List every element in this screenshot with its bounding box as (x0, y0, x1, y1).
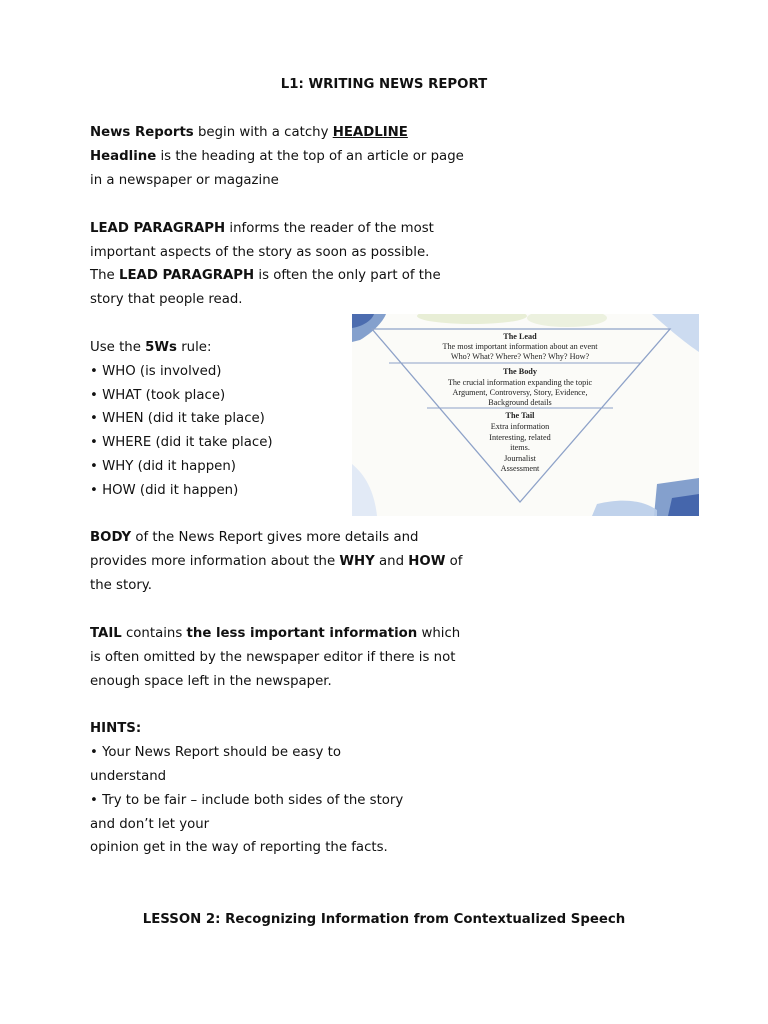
inverted-pyramid-diagram (352, 314, 699, 516)
term-lead-paragraph: LEAD PARAGRAPH (90, 221, 226, 236)
fivews-item: • WHAT (took place) (90, 388, 226, 403)
term-tail: TAIL (90, 626, 122, 641)
term-lead-paragraph-2: LEAD PARAGRAPH (118, 268, 255, 283)
body-line-3: the story. (90, 578, 152, 593)
tail-title: The Tail (505, 411, 535, 420)
term-how: HOW (408, 554, 446, 569)
term-less-important: the less important information (186, 626, 418, 641)
hint-line: • Your News Report should be easy to (90, 745, 341, 760)
intro-line-3: in a newspaper or magazine (90, 173, 279, 188)
lead-title: The Lead (503, 332, 537, 341)
lesson-2-title: LESSON 2: Recognizing Information from Contextualized Speech (142, 912, 626, 927)
term-why: WHY (339, 554, 375, 569)
lead-line-2: important aspects of the story as soon as possible. (90, 245, 430, 260)
intro-line-1: News Reports begin with a catchy HEADLINE (90, 125, 408, 140)
fivews-item: • WHERE (did it take place) (90, 435, 273, 450)
hint-line: opinion get in the way of reporting the facts. (90, 840, 388, 855)
body-line: Argument, Controversy, Story, Evidence, (452, 388, 588, 397)
tail-line-2: is often omitted by the newspaper editor if there is not (90, 650, 456, 665)
lead-line-1: LEAD PARAGRAPH informs the reader of the most (90, 221, 434, 236)
fivews-intro: Use the 5Ws rule: (90, 340, 212, 355)
body-line-1: BODY of the News Report gives more details and (90, 530, 419, 545)
tail-line-3: enough space left in the newspaper. (90, 674, 332, 689)
term-5ws: 5Ws (145, 340, 177, 355)
tail-line-1: TAIL contains the less important information which (90, 626, 461, 641)
fivews-item: • WHY (did it happen) (90, 459, 236, 474)
body-line: Background details (488, 398, 552, 407)
hint-line: and don’t let your (90, 817, 210, 832)
body-title: The Body (503, 367, 537, 376)
fivews-item: • HOW (did it happen) (90, 483, 239, 498)
term-body: BODY (90, 530, 132, 545)
hint-line: understand (90, 769, 167, 784)
tail-line: Assessment (500, 464, 540, 473)
intro-line-2: Headline is the heading at the top of an article or page (90, 149, 464, 164)
term-news-reports: News Reports (90, 125, 194, 140)
term-headline: HEADLINE (332, 125, 408, 140)
fivews-item: • WHO (is involved) (90, 364, 222, 379)
tail-line: items. (510, 443, 530, 452)
lead-line: The most important information about an event (442, 342, 598, 351)
tail-line: Interesting, related (489, 433, 551, 442)
hint-line: • Try to be fair – include both sides of the story (90, 793, 404, 808)
page-title: L1: WRITING NEWS REPORT (280, 77, 488, 92)
tail-line: Journalist (504, 454, 536, 463)
body-line-2: provides more information about the WHY and HOW of (90, 554, 463, 569)
body-line: The crucial information expanding the topic (447, 378, 593, 387)
fivews-item: • WHEN (did it take place) (90, 411, 265, 426)
hints-heading: HINTS: (90, 721, 142, 736)
tail-line: Extra information (490, 422, 550, 431)
inverted-pyramid-figure (352, 314, 699, 516)
lead-line: Who? What? Where? When? Why? How? (450, 352, 590, 361)
term-headline-def: Headline (90, 149, 157, 164)
lead-line-3: The LEAD PARAGRAPH is often the only part of the (90, 268, 441, 283)
lead-line-4: story that people read. (90, 292, 243, 307)
